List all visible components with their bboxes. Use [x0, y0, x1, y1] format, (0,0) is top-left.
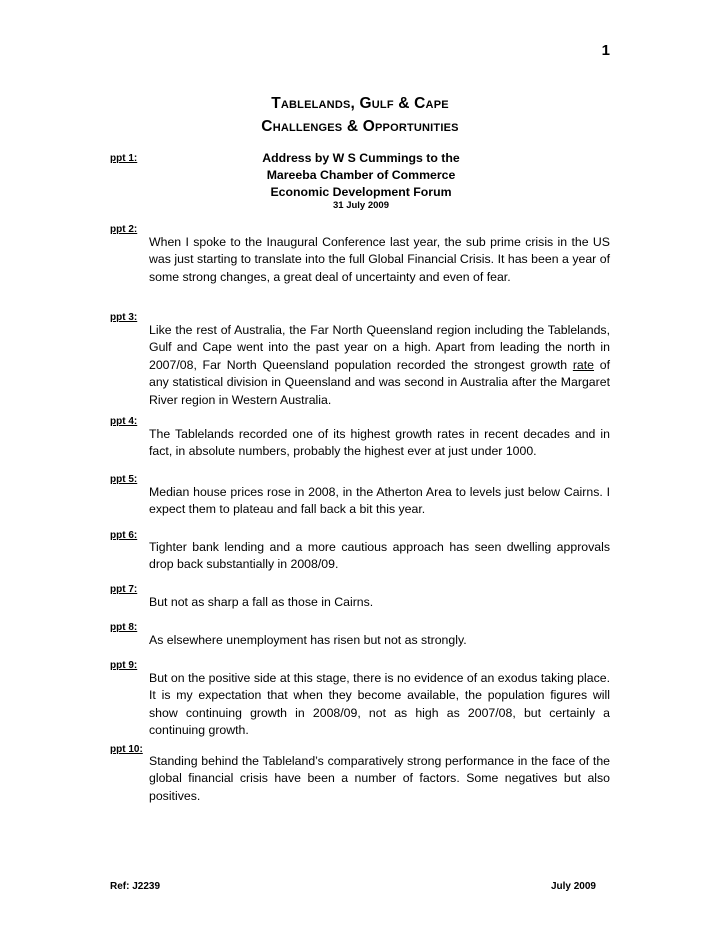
ppt-label-10: ppt 10:: [110, 744, 143, 755]
address-line-3: Economic Development Forum: [270, 185, 452, 199]
paragraph-3-text-before: Like the rest of Australia, the Far North Queensland region including the Tablelands, Gulf and Cape went into the past year on a high. Apart from leading the north in 2007/08, Far North Queensland population recorded the strongest growth: [149, 323, 610, 372]
paragraph-8: As elsewhere unemployment has risen but not as strongly.: [149, 633, 467, 647]
paragraph-3-underlined-word: rate: [572, 357, 595, 372]
document-title-line1: Tablelands, Gulf & Cape: [271, 95, 449, 112]
paragraph-6: Tighter bank lending and a more cautious approach has seen dwelling approvals drop back substantially in 2008/09.: [149, 540, 610, 572]
paragraph-3: [149, 322, 610, 409]
ppt-label-3: ppt 3:: [110, 312, 138, 323]
paragraph-2: When I spoke to the Inaugural Conference last year, the sub prime crisis in the US was just starting to translate into the full Global Financial Crisis. It has been a year of some strong changes, a great deal of uncertainty and even of fear.: [149, 235, 610, 284]
paragraph-4: The Tablelands recorded one of its highest growth rates in recent decades and in fact, in absolute numbers, probably the highest ever at just under 1000.: [149, 427, 610, 459]
ppt-label-1: ppt 1:: [110, 153, 138, 164]
ppt-label-2: ppt 2:: [110, 224, 138, 235]
address-date: 31 July 2009: [333, 200, 389, 211]
paragraph-5: Median house prices rose in 2008, in the Atherton Area to levels just below Cairns. I expect them to plateau and fall back a bit this year.: [149, 485, 610, 517]
ppt-label-9: ppt 9:: [110, 660, 138, 671]
address-line-1: Address by W S Cummings to the: [262, 151, 460, 165]
ppt-label-8: ppt 8:: [110, 622, 138, 633]
page-number: 1: [601, 42, 610, 59]
document-title-line2: Challenges & Opportunities: [261, 118, 459, 135]
ppt-label-5: ppt 5:: [110, 474, 138, 485]
paragraph-7: But not as sharp a fall as those in Cairns.: [149, 595, 374, 609]
footer-date: July 2009: [550, 881, 596, 892]
address-line-2: Mareeba Chamber of Commerce: [266, 168, 456, 182]
ppt-label-6: ppt 6:: [110, 530, 138, 541]
paragraph-3-text-after: of any statistical division in Queensland and was second in Australia after the Margaret River region in Western Australia.: [149, 357, 610, 407]
ppt-label-4: ppt 4:: [110, 416, 138, 427]
ppt-label-7: ppt 7:: [110, 584, 138, 595]
paragraph-9: But on the positive side at this stage, there is no evidence of an exodus taking place. It is my expectation that when they become available, the population figures will show continuing growth in 2008/09, not as high as 2007/08, but certainly a continuing growth.: [149, 671, 610, 738]
footer-ref: Ref: J2239: [110, 881, 161, 892]
paragraph-10: Standing behind the Tableland’s comparatively strong performance in the face of the global financial crisis have been a number of factors. Some negatives but also positives.: [149, 754, 610, 803]
